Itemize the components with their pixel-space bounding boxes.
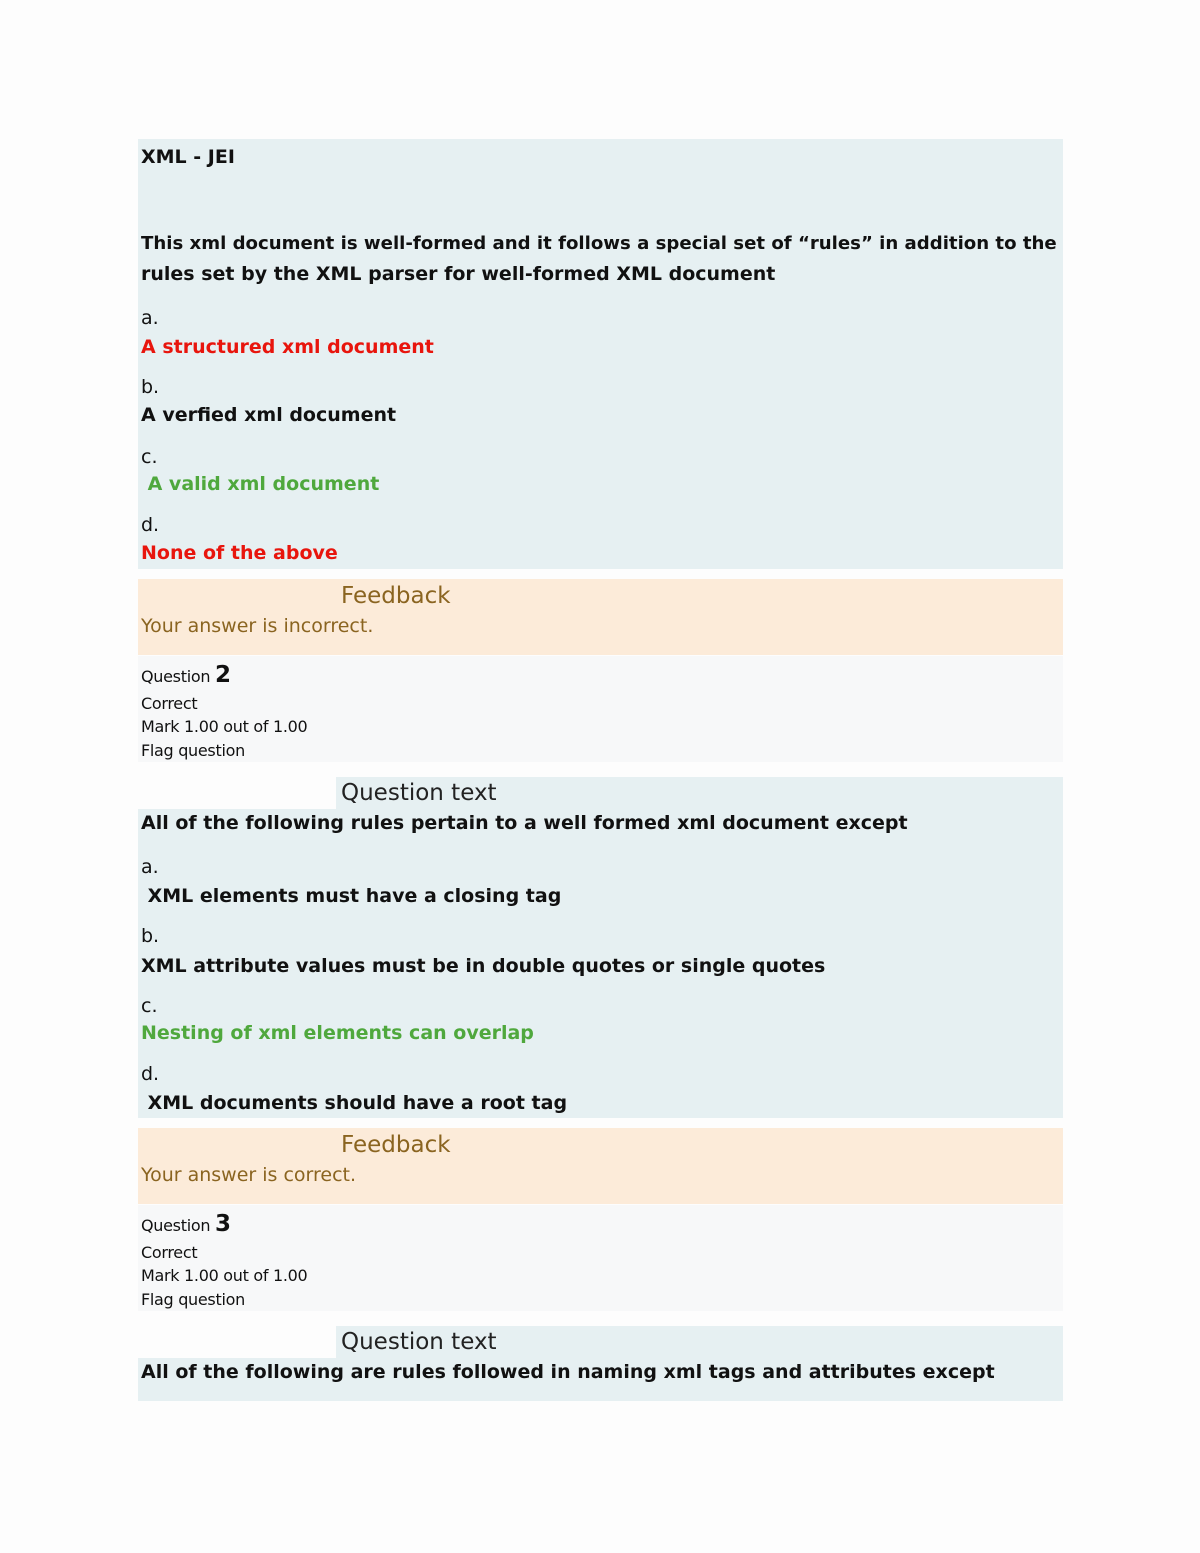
- q2-option-d-text[interactable]: XML documents should have a root tag: [141, 1092, 568, 1114]
- q1-option-c-letter: c.: [141, 446, 158, 468]
- question-2-text-title: Question text: [341, 780, 497, 806]
- q2-option-d-letter: d.: [141, 1063, 160, 1085]
- question-3-status: Correct: [141, 1243, 198, 1262]
- question-2-heading: [141, 662, 231, 688]
- question-3-mark: Mark 1.00 out of 1.00: [141, 1266, 308, 1285]
- q1-option-b-text[interactable]: A verfied xml document: [141, 404, 397, 426]
- q2-option-a-letter: a.: [141, 856, 159, 878]
- q2-option-a-text[interactable]: XML elements must have a closing tag: [141, 885, 562, 907]
- question-3-heading: [141, 1211, 231, 1237]
- question-2-flag[interactable]: Flag question: [141, 741, 245, 760]
- q1-option-b-letter: b.: [141, 376, 160, 398]
- q1-option-a-letter: a.: [141, 307, 159, 329]
- feedback-2-text: Your answer is correct.: [141, 1164, 357, 1186]
- question-3-flag[interactable]: Flag question: [141, 1290, 245, 1309]
- question-3-label: Question: [141, 1216, 211, 1235]
- q1-option-a-text[interactable]: A structured xml document: [141, 336, 434, 358]
- q2-option-c-text[interactable]: Nesting of xml elements can overlap: [141, 1022, 534, 1044]
- question-2-number: 2: [214, 662, 231, 688]
- document-title: XML - JEI: [141, 146, 235, 168]
- question-2-text: All of the following rules pertain to a well formed xml document except: [141, 812, 908, 834]
- q2-option-c-letter: c.: [141, 995, 158, 1017]
- feedback-2-title: Feedback: [341, 1132, 451, 1158]
- question-2-status: Correct: [141, 694, 198, 713]
- question-1-text-line-1: This xml document is well-formed and it follows a special set of “rules” in addition to the: [141, 233, 1057, 254]
- question-3-number: 3: [214, 1211, 231, 1237]
- question-1-text-line-2: rules set by the XML parser for well-formed XML document: [141, 263, 776, 285]
- q2-option-b-text[interactable]: XML attribute values must be in double quotes or single quotes: [141, 955, 826, 977]
- question-2-info-block: [138, 656, 1063, 762]
- q1-option-d-letter: d.: [141, 514, 160, 536]
- question-2-label: Question: [141, 667, 211, 686]
- question-2-mark: Mark 1.00 out of 1.00: [141, 717, 308, 736]
- question-3-text-title: Question text: [341, 1329, 497, 1355]
- q2-option-b-letter: b.: [141, 925, 160, 947]
- q1-option-c-text[interactable]: A valid xml document: [141, 473, 380, 495]
- question-3-info-block: [138, 1205, 1063, 1311]
- feedback-1-title: Feedback: [341, 583, 451, 609]
- feedback-1-text: Your answer is incorrect.: [141, 615, 374, 637]
- q1-option-d-text[interactable]: None of the above: [141, 542, 338, 564]
- question-3-text: All of the following are rules followed in naming xml tags and attributes except: [141, 1361, 995, 1383]
